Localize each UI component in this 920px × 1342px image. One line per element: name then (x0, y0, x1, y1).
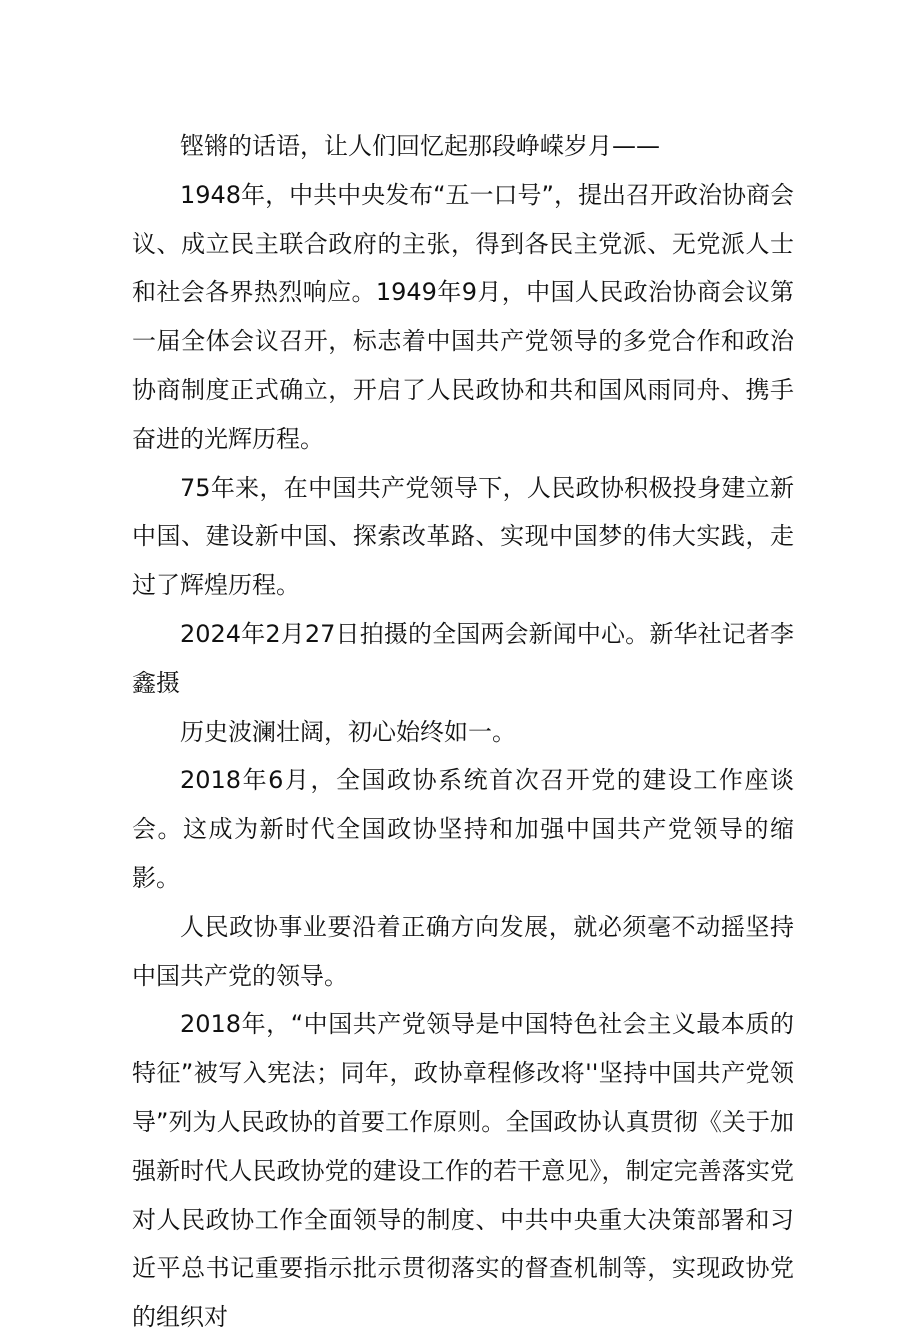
paragraph-1: 铿锵的话语，让人们回忆起那段峥嵘岁月—— (180, 132, 660, 160)
paragraph-6: 2018年6月，全国政协系统首次召开党的建设工作座谈会。这成为新时代全国政协坚持和加强中国共产党领导的缩影。 (132, 766, 794, 892)
paragraph-3: 75年来，在中国共产党领导下，人民政协积极投身建立新中国、建设新中国、探索改革路、实现中国梦的伟大实践，走过了辉煌历程。 (132, 473, 794, 600)
photo-caption: 2024年2月27日拍摄的全国两会新闻中心。新华社记者李鑫摄 (132, 619, 794, 697)
paragraph-7: 人民政协事业要沿着正确方向发展，就必须毫不动摇坚持中国共产党的领导。 (132, 912, 794, 990)
paragraph-2: 1948年，中共中央发布“五一口号”，提出召开政治协商会议、成立民主联合政府的主张，得到各民主党派、无党派人士和社会各界热烈响应。1949年9月，中国人民政治协商会议第一届全体会议召开，标志着中国共产党领导的多党合作和政治协商制度正式确立，开启了人民政协和共和国风雨同舟、携手奋进的光辉历程。 (132, 180, 794, 453)
paragraph-8: 2018年，“中国共产党领导是中国特色社会主义最本质的特征”被写入宪法；同年，政协章程修改将''坚持中国共产党领导”列为人民政协的首要工作原则。全国政协认真贯彻《关于加强新时代人民政协党的建设工作的若干意见》，制定完善落实党对人民政协工作全面领导的制度、中共中央重大决策部署和习近平总书记重要指示批示贯彻落实的督查机制等，实现政协党的组织对 (132, 1010, 794, 1332)
article-body (132, 122, 794, 1342)
paragraph-5: 历史波澜壮阔，初心始终如一。 (180, 717, 516, 746)
